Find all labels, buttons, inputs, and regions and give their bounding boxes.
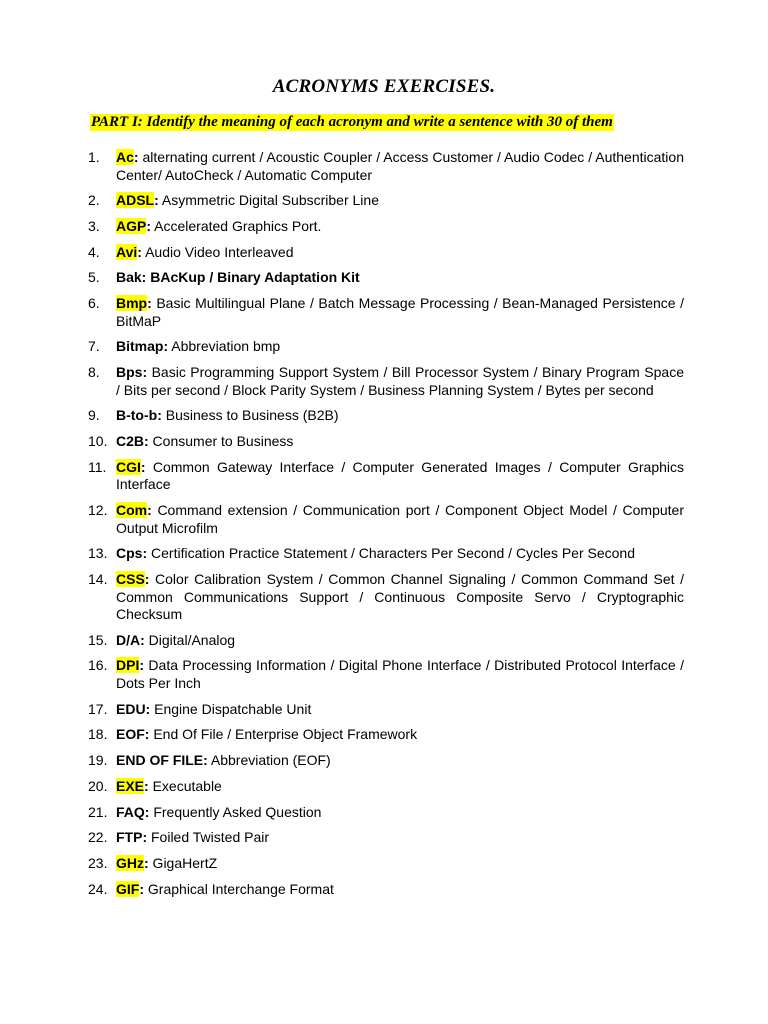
item-number: 11. [88,458,107,475]
acronym-definition: Common Gateway Interface / Computer Generated Images / Computer Graphics Interface [116,458,684,493]
item-number: 4. [88,243,100,260]
acronym-term: Bps: [116,364,148,380]
acronym-term: FTP: [116,829,148,846]
acronym-definition: Basic Multilingual Plane / Batch Message Processing / Bean-Managed Persistence / BitMaP [116,295,684,329]
acronym-term: Bak: BAcKup / Binary Adaptation Kit [116,269,360,286]
acronym-definition: Color Calibration System / Common Channel Signaling / Common Command Set / Common Communications Support / Continuous Composite Servo / Cryptographic Checksum [116,570,684,623]
list-item [0,881,684,899]
list-item [0,149,684,184]
acronym-term: C2B: [116,432,149,449]
item-number: 18. [88,726,108,743]
instructions-subtitle: PART I: Identify the meaning of each acronym and write a sentence with 30 of them [91,114,613,130]
item-number: 8. [88,364,100,380]
term-colon: : [146,217,152,234]
list-item [0,726,684,744]
term-colon: : [139,657,145,674]
acronym-definition: Abbreviation bmp [168,338,281,355]
acronym-definition: GigaHertZ [148,854,218,871]
term-colon: : [137,243,142,260]
acronym-term: GIF [116,880,140,897]
acronym-definition: Accelerated Graphics Port. [151,217,322,234]
acronym-term: GHz [116,854,144,871]
list-item [0,545,684,563]
item-number: 15. [88,631,108,648]
list-item [0,657,684,692]
acronym-definition: Data Processing Information / Digital Phone Interface / Distributed Protocol Interface / Dots Per Inch [116,657,684,692]
acronym-list [0,149,768,906]
item-number: 24. [88,880,108,897]
acronym-term: EOF: [116,726,150,743]
item-number: 23. [88,854,108,871]
acronym-term: FAQ: [116,803,150,820]
list-item [0,855,684,873]
acronym-definition: Command extension / Communication port / Component Object Model / Computer Output Microfilm [116,501,684,536]
acronym-term: Bitmap: [116,338,169,355]
acronym-term: ADSL [116,192,155,209]
list-item [0,829,684,847]
acronym-definition: Business to Business (B2B) [161,407,339,424]
acronym-term: AGP [116,217,147,234]
list-item [0,295,684,330]
item-number: 7. [88,338,100,355]
term-colon: : [144,570,150,587]
item-number: 14. [88,570,108,587]
item-number: 3. [88,217,100,234]
term-colon: : [147,295,152,312]
page-title: ACRONYMS EXERCISES. [272,76,496,97]
acronym-term: Ac [116,149,134,165]
item-number: 22. [88,829,108,846]
acronym-term: Avi [116,243,138,260]
acronym-definition: End Of File / Enterprise Object Framework [149,726,418,743]
list-item [0,459,684,494]
acronym-term: Com [116,501,148,518]
item-number: 21. [88,803,108,820]
list-item [0,433,684,451]
acronym-definition: Abbreviation (EOF) [207,752,331,769]
item-number: 1. [88,149,100,165]
list-item [0,804,684,822]
list-item [0,571,684,624]
acronym-term: DPI [116,657,140,674]
acronym-definition: Audio Video Interleaved [141,243,294,260]
list-item [0,407,684,425]
list-item [0,244,684,262]
item-number: 19. [88,752,108,769]
acronym-term: CGI [116,458,141,475]
acronym-term: D/A: [116,631,145,648]
item-number: 17. [88,700,108,717]
list-item [0,701,684,719]
item-number: 16. [88,657,108,674]
item-number: 2. [88,192,100,209]
acronym-definition: Asymmetric Digital Subscriber Line [158,192,379,209]
term-colon: : [140,458,146,475]
list-item [0,269,684,287]
list-item [0,502,684,537]
acronym-definition: Certification Practice Statement / Characters Per Second / Cycles Per Second [147,545,636,562]
acronym-term: EXE [116,777,145,794]
acronym-term: CSS [116,570,145,587]
item-number: 20. [88,777,108,794]
item-number: 12. [88,501,108,518]
acronym-definition: Consumer to Business [148,432,294,449]
acronym-definition: Digital/Analog [144,631,236,648]
acronym-term: B-to-b: [116,407,162,424]
acronym-definition: Engine Dispatchable Unit [150,700,312,717]
item-number: 9. [88,407,100,424]
term-colon: : [144,777,149,794]
acronym-term: Bmp [116,295,148,312]
term-colon: : [154,192,159,209]
list-item [0,192,684,210]
list-item [0,778,684,796]
list-item [0,338,684,356]
term-colon: : [147,501,152,518]
acronym-term: EDU: [116,700,151,717]
item-number: 6. [88,295,100,312]
list-item [0,364,684,399]
acronym-term: END OF FILE: [116,752,208,769]
item-number: 5. [88,269,100,286]
item-number: 10. [88,432,108,449]
acronym-term: Cps: [116,545,148,562]
list-item [0,632,684,650]
term-colon: : [144,854,149,871]
list-item [0,752,684,770]
acronym-definition: Basic Programming Support System / Bill Processor System / Binary Program Space / Bits per second / Block Parity System / Business Planning System / Bytes per second [116,364,684,398]
term-colon: : [139,880,145,897]
acronym-definition: alternating current / Acoustic Coupler / Access Customer / Audio Codec / Authentication Center/ AutoCheck / Automatic Computer [116,149,684,183]
acronym-definition: Executable [148,777,222,794]
item-number: 13. [88,545,108,562]
list-item [0,218,684,236]
acronym-definition: Foiled Twisted Pair [147,829,270,846]
acronym-definition: Graphical Interchange Format [144,880,334,897]
term-colon: : [133,149,139,165]
acronym-definition: Frequently Asked Question [149,803,322,820]
